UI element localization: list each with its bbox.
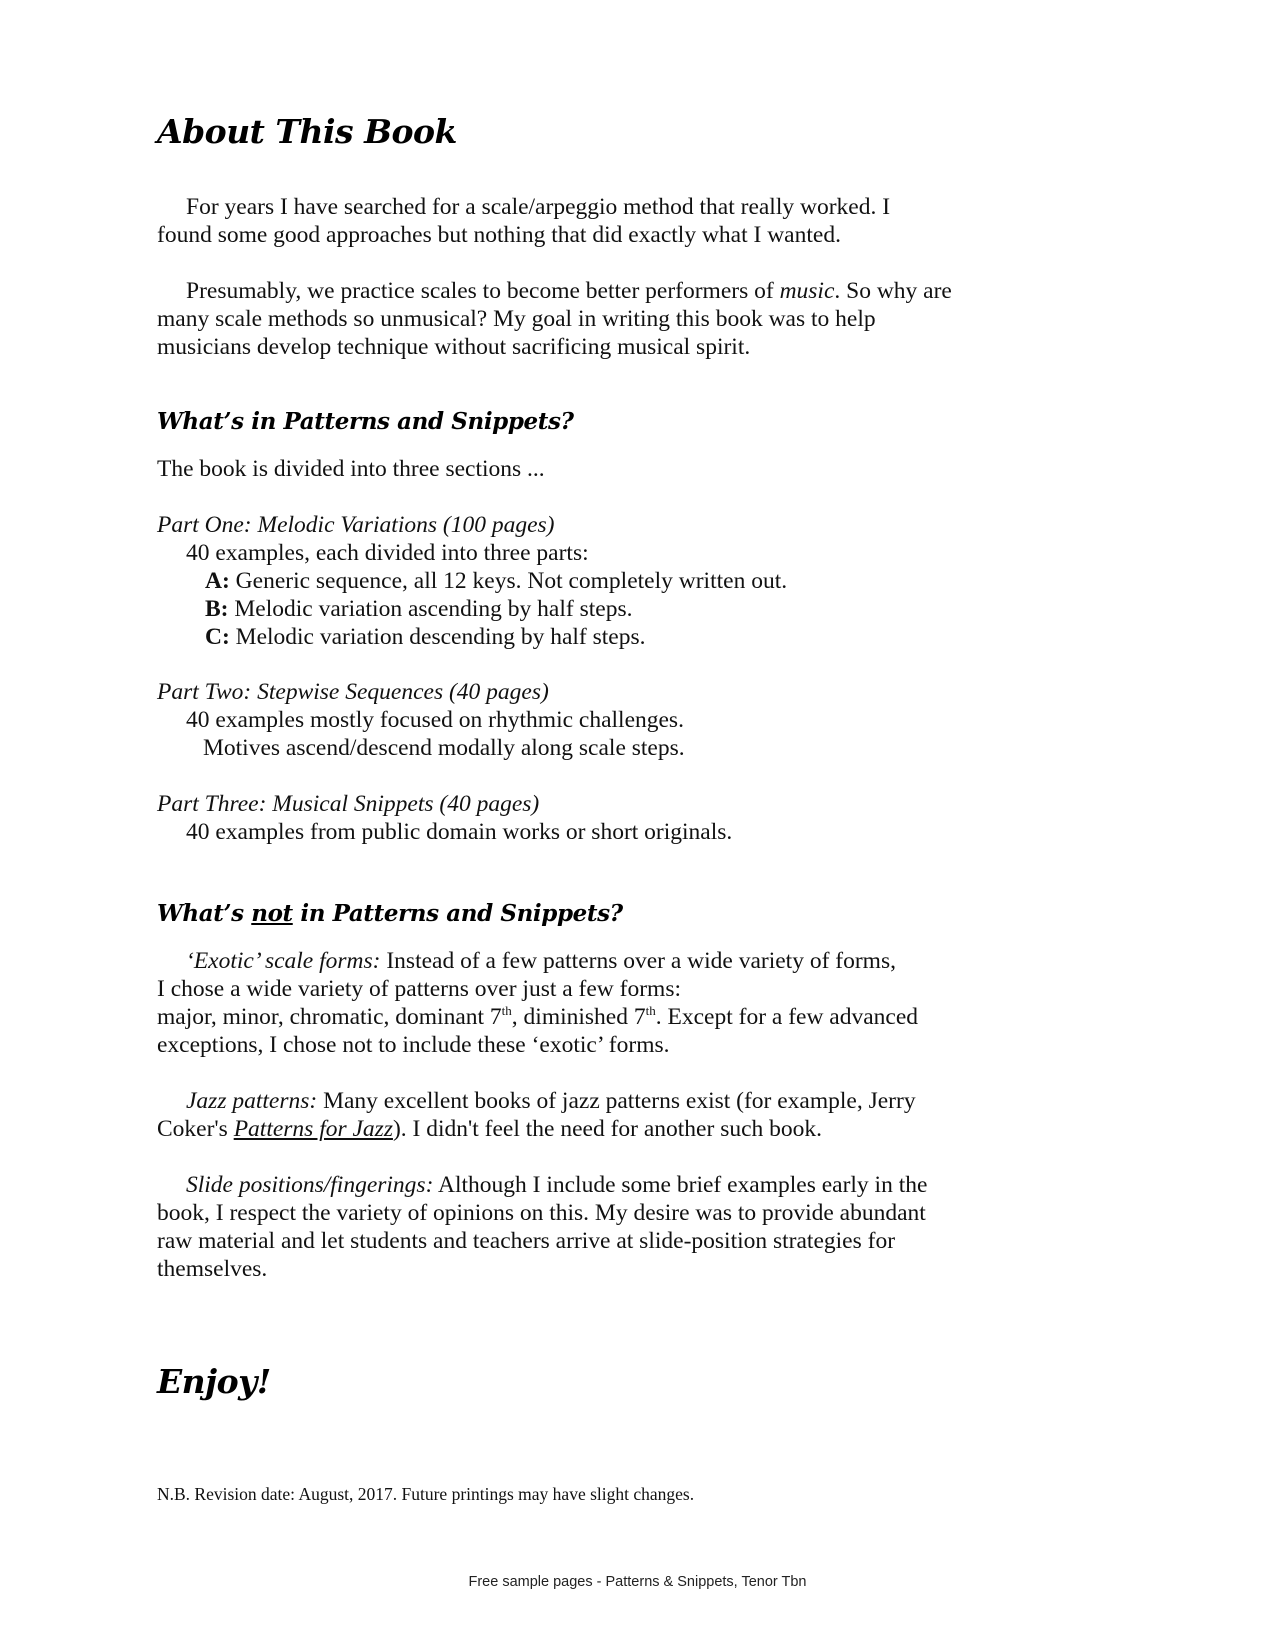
part-three-block: Part Three: Musical Snippets (40 pages) 40 examples from public domain works or short originals. [157, 790, 1097, 846]
sections-lead: The book is divided into three sections ... [157, 456, 545, 482]
part-item-c: C: Melodic variation descending by half steps. [205, 624, 646, 650]
section-heading-whats-in: What’s in Patterns and Snippets? [157, 408, 574, 435]
part-two-block: Part Two: Stepwise Sequences (40 pages) 40 examples mostly focused on rhythmic challenges. Motives ascend/descend modally along scale steps. [157, 678, 1097, 762]
section-heading-whats-not: What’s not in Patterns and Snippets? [157, 900, 623, 927]
part-item-a: A: Generic sequence, all 12 keys. Not completely written out. [205, 568, 788, 594]
jazz-paragraph: Jazz patterns: Many excellent books of jazz patterns exist (for example, Jerry Coker's Patterns for Jazz). I didn't feel the need for another such book. [157, 1088, 916, 1142]
exotic-paragraph: ‘Exotic’ scale forms: Instead of a few patterns over a wide variety of forms, I chose a wide variety of patterns over just a few forms: major, minor, chromatic, dominant 7th, diminished 7th. Except for a few advanced exceptions, I chose not to include these ‘exotic’ forms. [157, 948, 919, 1058]
emphasis-music: music [779, 278, 835, 304]
part-two-title: Part Two: Stepwise Sequences (40 pages) [157, 679, 549, 705]
part-item-b: B: Melodic variation ascending by half steps. [205, 596, 633, 622]
revision-note: N.B. Revision date: August, 2017. Future printings may have slight changes. [157, 1484, 695, 1504]
part-one-block: Part One: Melodic Variations (100 pages) 40 examples, each divided into three parts: A: Generic sequence, all 12 keys. Not completely written out. B: Melodic variation ascending by half steps. C: Melodic variation descending by half steps. [157, 511, 1097, 651]
closing-heading: Enjoy! [157, 1362, 271, 1401]
book-title-patterns-for-jazz: Patterns for Jazz [233, 1116, 393, 1142]
intro-paragraph-1: For years I have searched for a scale/arpeggio method that really worked. I found some good approaches but nothing that did exactly what I wanted. [157, 194, 891, 248]
part-one-title: Part One: Melodic Variations (100 pages) [157, 512, 555, 538]
page-footer: Free sample pages - Patterns & Snippets, Tenor Tbn [468, 1574, 807, 1590]
intro-paragraph-2: Presumably, we practice scales to become better performers of music. So why are many scale methods so unmusical? My goal in writing this book was to help musicians develop technique without sacrificing musical spirit. [157, 278, 952, 360]
page-title: About This Book [157, 112, 457, 151]
slide-paragraph: Slide positions/fingerings: Although I include some brief examples early in the book, I respect the variety of opinions on this. My desire was to provide abundant raw material and let students and teachers arrive at slide-position strategies for themselves. [157, 1172, 928, 1282]
part-three-title: Part Three: Musical Snippets (40 pages) [157, 791, 540, 817]
